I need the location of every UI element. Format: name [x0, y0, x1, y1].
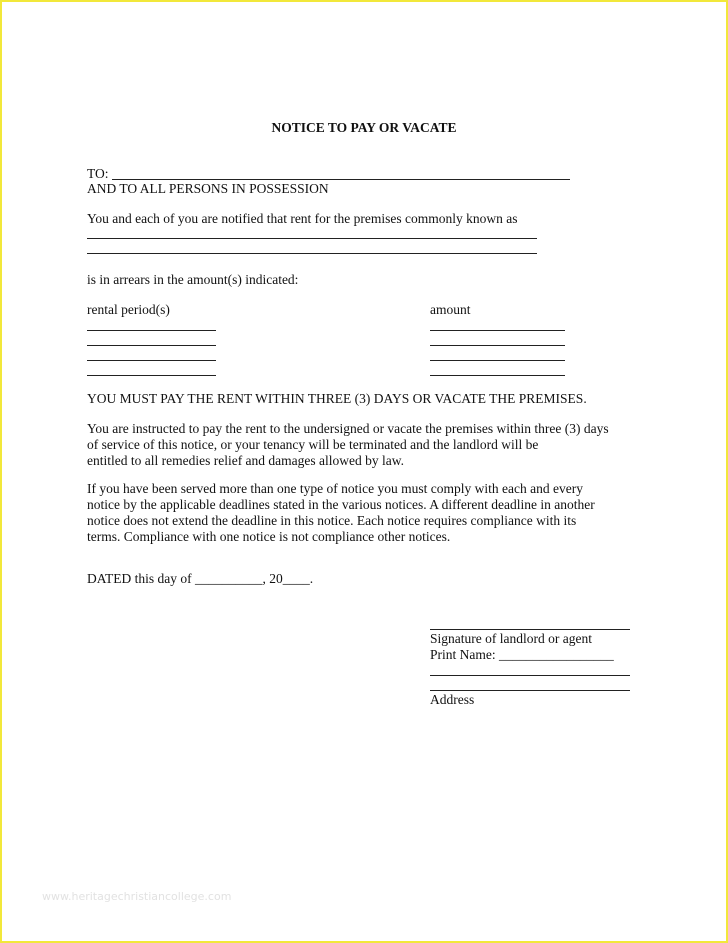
amount-header: amount — [430, 302, 471, 317]
amount-line-3 — [430, 360, 565, 361]
notice-intro: You and each of you are notified that rent for the premises commonly known as — [87, 211, 518, 226]
instructions-line-1: You are instructed to pay the rent to the undersigned or vacate the premises within three (3) days — [87, 421, 609, 436]
persons-in-possession: AND TO ALL PERSONS IN POSSESSION — [87, 181, 329, 196]
instructions-line-3: entitled to all remedies relief and damages allowed by law. — [87, 453, 405, 468]
amount-line-2 — [430, 345, 565, 346]
multiple-notices-line-2: notice by the applicable deadlines stated in the various notices. A different deadline in another — [87, 497, 595, 512]
multiple-notices-line-1: If you have been served more than one type of notice you must comply with each and every — [87, 481, 583, 496]
premises-line-1 — [87, 238, 537, 239]
multiple-notices-line-4: terms. Compliance with one notice is not compliance other notices. — [87, 529, 451, 544]
amount-line-4 — [430, 375, 565, 376]
dated-line: DATED this day of __________, 20____. — [87, 571, 314, 586]
print-name: Print Name: _________________ — [430, 647, 614, 662]
must-pay-warning: YOU MUST PAY THE RENT WITHIN THREE (3) DAYS OR VACATE THE PREMISES. — [87, 391, 587, 406]
amount-line-1 — [430, 330, 565, 331]
signature-line — [430, 629, 630, 630]
to-line — [112, 179, 570, 180]
rental-period-line-2 — [87, 345, 216, 346]
arrears-line: is in arrears in the amount(s) indicated: — [87, 272, 299, 287]
address-line-2 — [430, 690, 630, 691]
rental-period-line-3 — [87, 360, 216, 361]
to-label: TO: — [87, 166, 109, 181]
premises-line-2 — [87, 253, 537, 254]
multiple-notices-line-3: notice does not extend the deadline in this notice. Each notice requires compliance with its — [87, 513, 577, 528]
address-line-1 — [430, 675, 630, 676]
instructions-line-2: of service of this notice, or your tenancy will be terminated and the landlord will be — [87, 437, 539, 452]
signature-label: Signature of landlord or agent — [430, 631, 592, 646]
address-label: Address — [430, 692, 475, 707]
rental-period-line-4 — [87, 375, 216, 376]
watermark: www.heritagechristiancollege.com — [42, 890, 232, 903]
rental-period-line-1 — [87, 330, 216, 331]
instructions-paragraph — [87, 421, 609, 469]
document-title: NOTICE TO PAY OR VACATE — [271, 120, 457, 135]
rental-period-header: rental period(s) — [87, 302, 170, 317]
multiple-notices-paragraph — [87, 481, 595, 545]
